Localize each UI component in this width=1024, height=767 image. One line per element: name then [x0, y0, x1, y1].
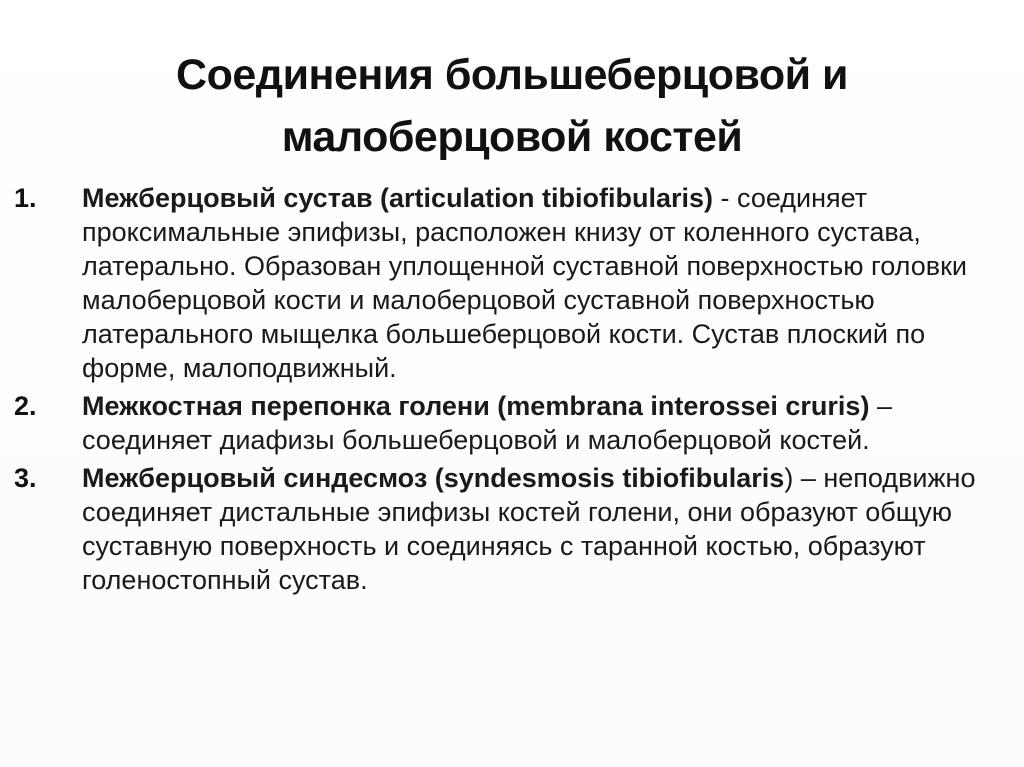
list-item-number: 3. — [14, 463, 37, 493]
slide-title — [40, 44, 984, 168]
list-item-body — [82, 461, 1004, 597]
title-line-1: Соединения большеберцовой и — [176, 51, 848, 99]
list-item-text: - соединяет проксимальные эпифизы, расположен книзу от коленного сустава, латерально. Образован уплощенной суставной поверхностью головки малоберцовой кости и малоберцовой суставной поверхностью латерального мыщелка большеберцовой кости. Сустав плоский по форме, малоподвижный. — [82, 183, 967, 383]
list-item — [14, 181, 1004, 385]
list-item-text: – соединяет диафизы большеберцовой и малоберцовой костей. — [82, 391, 892, 455]
list-item-term: Межкостная перепонка голени (membrana interossei cruris) — [82, 391, 870, 421]
list-item-term: Межберцовый синдесмоз (syndesmosis tibiofibularis — [82, 463, 785, 493]
list-item-body — [82, 389, 1004, 457]
title-line-2: малоберцовой костей — [281, 113, 743, 161]
list-item-body — [82, 181, 1004, 385]
list-item — [14, 461, 1004, 597]
numbered-list — [14, 181, 1004, 601]
list-item-number: 1. — [14, 183, 37, 213]
list-item-number: 2. — [14, 391, 37, 421]
list-item — [14, 389, 1004, 457]
list-item-text: ) – неподвижно соединяет дистальные эпифизы костей голени, они образуют общую суставную поверхность и соединяясь с таранной костью, образуют голеностопный сустав. — [82, 463, 976, 595]
list-item-term: Межберцовый сустав (articulation tibiofibularis) — [82, 183, 714, 213]
